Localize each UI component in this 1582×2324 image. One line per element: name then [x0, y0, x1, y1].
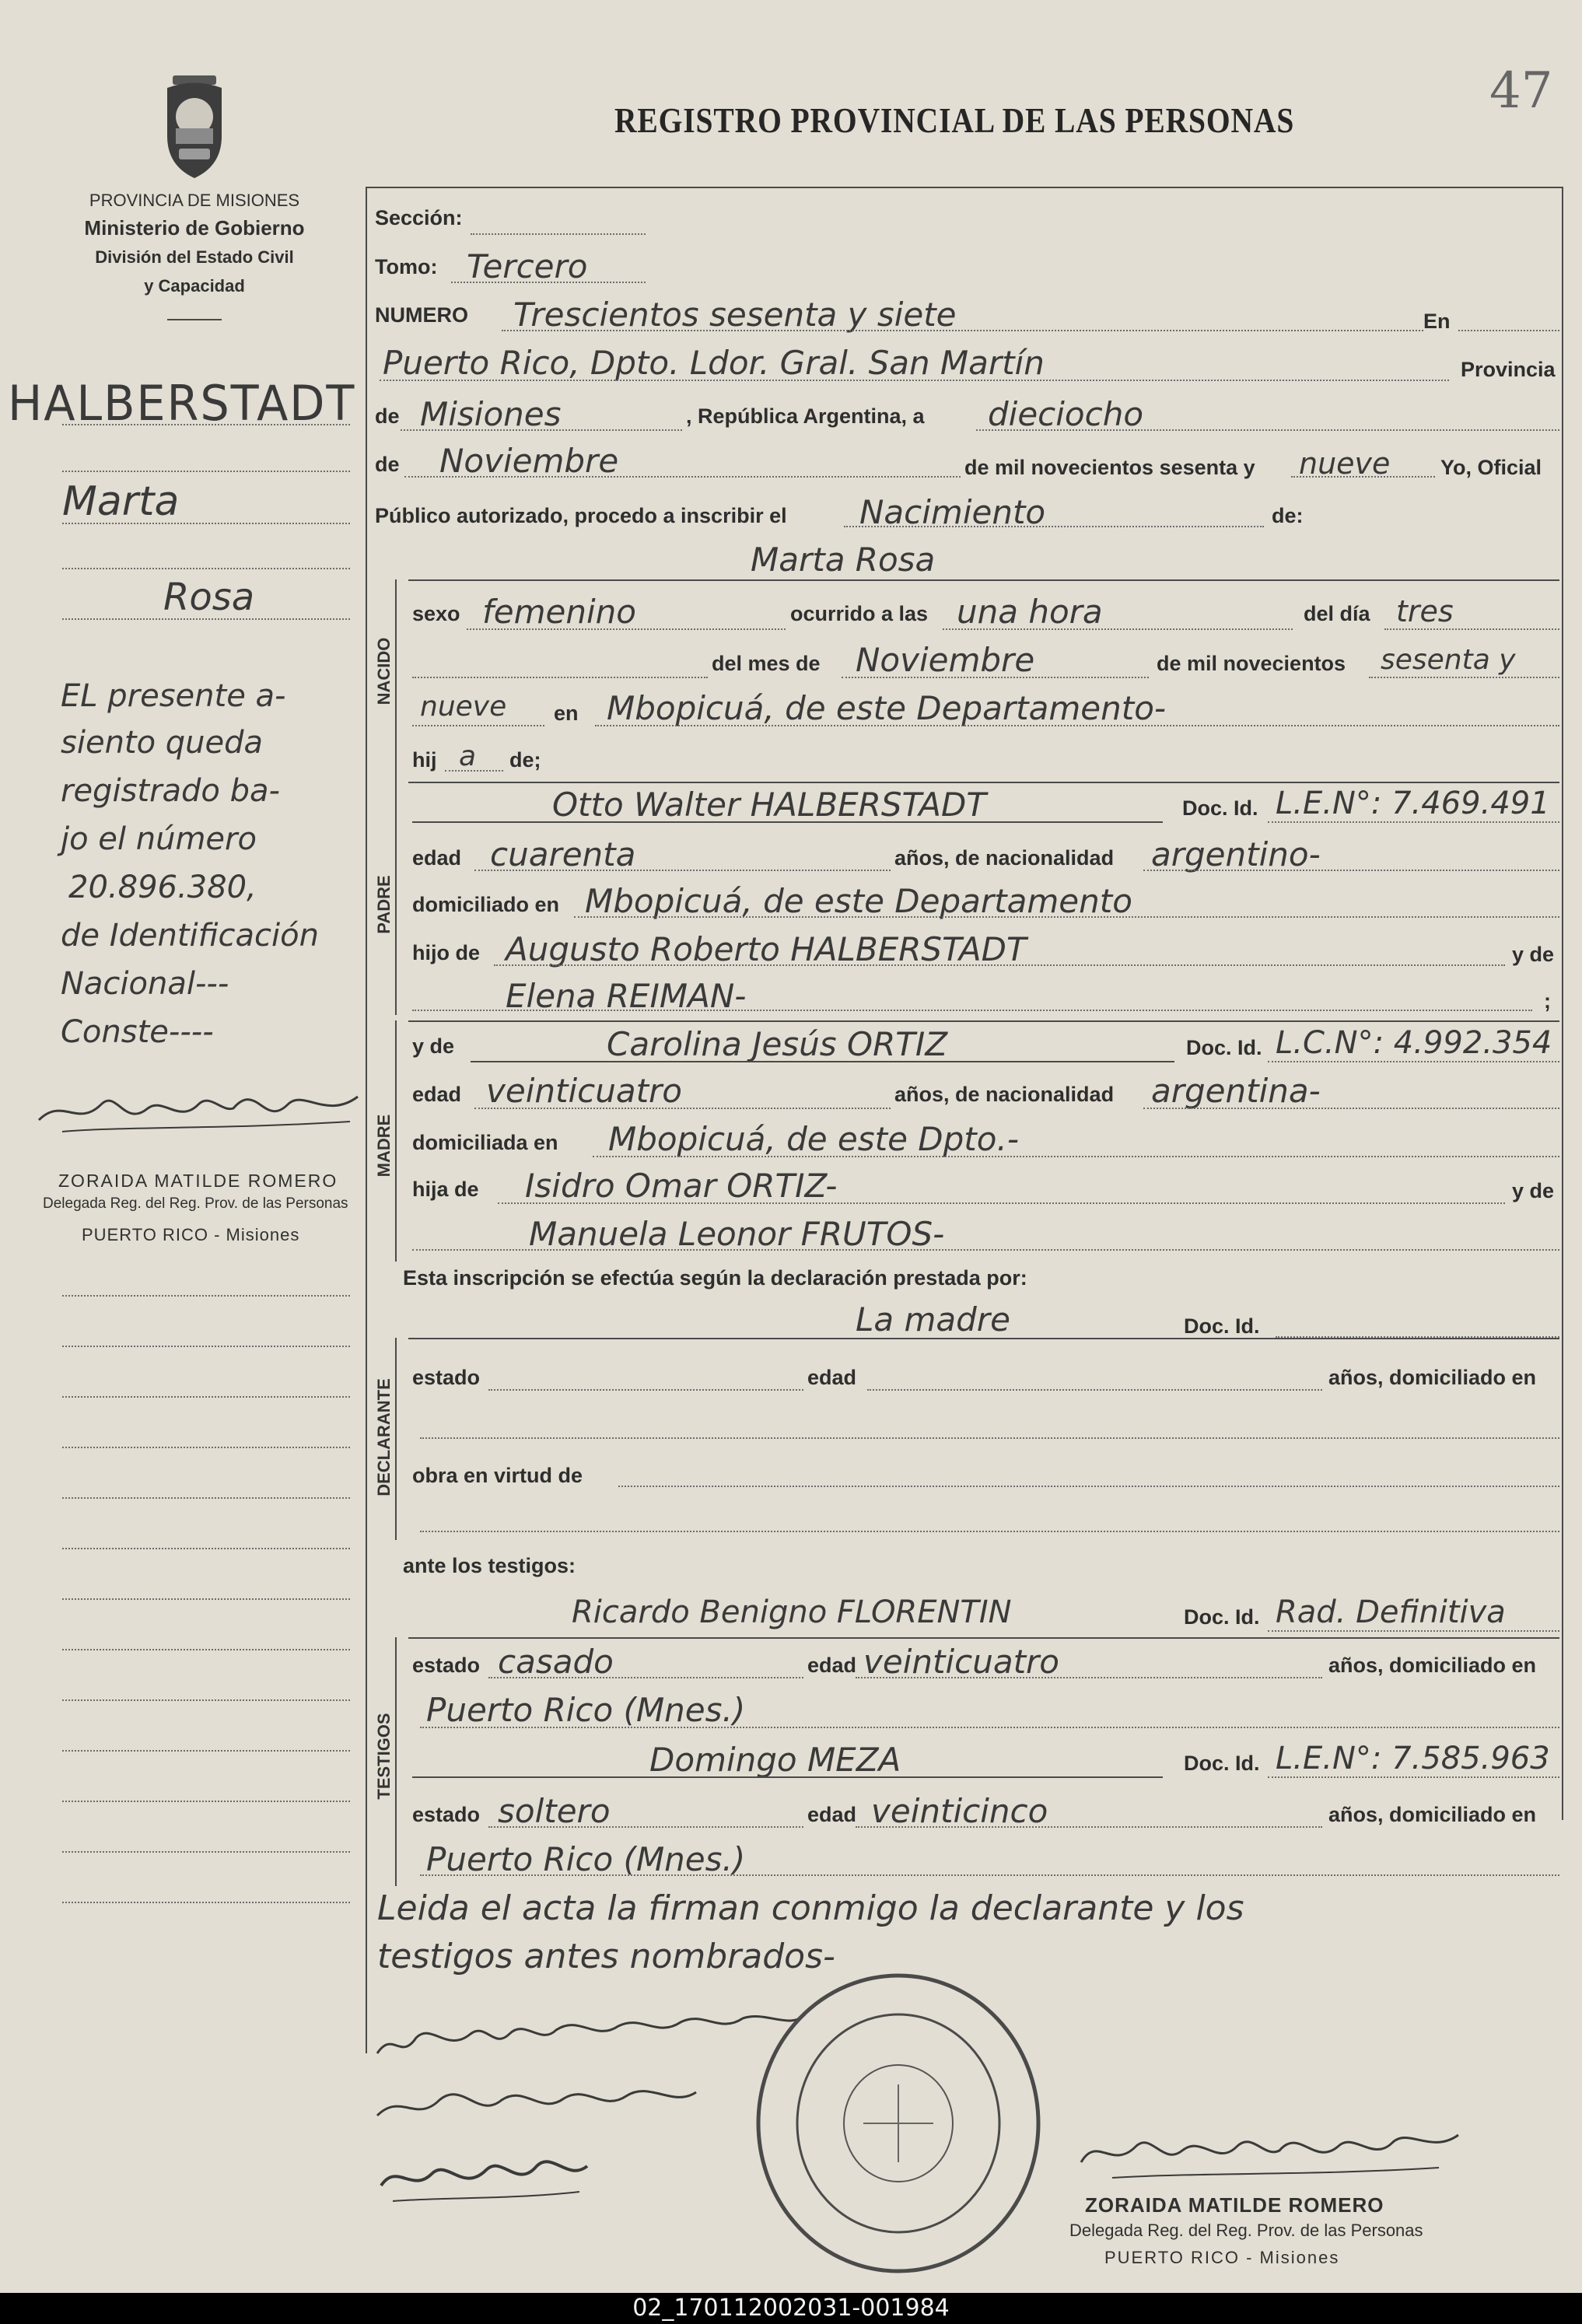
- publico-label: Público autorizado, procedo a inscribir el: [375, 504, 787, 527]
- inscripcion-label: Esta inscripción se efectúa según la declaración prestada por:: [403, 1266, 1027, 1290]
- dotted-line: [62, 1902, 350, 1903]
- yo-label: Yo, Oficial: [1440, 456, 1542, 479]
- numero-line: [502, 330, 1423, 331]
- seccion-line: [471, 233, 646, 235]
- acto-value: Nacimiento: [859, 493, 1046, 531]
- padre-top-rule: [408, 782, 1559, 783]
- office-line-1: PROVINCIA DE MISIONES: [89, 191, 300, 210]
- testigo2-edad-label: edad: [807, 1803, 857, 1826]
- right-border: [1562, 187, 1563, 1820]
- tomo-line: [451, 282, 646, 283]
- madre-top-rule: [408, 1020, 1559, 1022]
- mes-nac-line: [842, 677, 1149, 678]
- padre-bracket: [395, 782, 397, 1015]
- madre-doc-label: Doc. Id.: [1186, 1036, 1262, 1059]
- testigo1-edad-value: veinticuatro: [863, 1643, 1059, 1681]
- madre-edad-value: veinticuatro: [486, 1072, 682, 1110]
- testigos-section-label: TESTIGOS: [374, 1713, 394, 1800]
- sexo-value: femenino: [482, 593, 636, 631]
- acto-line: [844, 526, 1264, 527]
- official-role: Delegada Reg. del Reg. Prov. de las Personas: [1069, 2221, 1423, 2240]
- madre-edad-label: edad: [412, 1083, 462, 1106]
- anio-nac-value-1: sesenta y: [1381, 644, 1516, 676]
- padre-dom-value: Mbopicuá, de este Departamento: [585, 882, 1132, 920]
- delmes-pre-line: [412, 677, 708, 678]
- declarante-dom-line: [420, 1437, 1559, 1439]
- padre-dom-line: [574, 916, 1559, 918]
- delmes-label: del mes de: [712, 652, 821, 675]
- padre-edad-label: edad: [412, 846, 462, 870]
- madre-edad-line: [474, 1108, 891, 1109]
- testigo1-doc-label: Doc. Id.: [1184, 1605, 1260, 1629]
- nacido-section-label: NACIDO: [374, 637, 394, 705]
- madre-madre-line: [412, 1249, 1559, 1251]
- padre-yde-label: y de: [1512, 943, 1555, 966]
- office-line-3: División del Estado Civil: [95, 247, 294, 267]
- dotted-line: [62, 1548, 350, 1549]
- closing-line-1: Leida el acta la firman conmigo la declarante y los: [377, 1888, 1244, 1928]
- office-line-4: y Capacidad: [144, 276, 245, 296]
- padre-doc-label: Doc. Id.: [1182, 796, 1258, 820]
- hij-line: [445, 770, 503, 772]
- testigo1-estado-label: estado: [412, 1654, 481, 1677]
- margin-note-7: Nacional---: [61, 966, 229, 1002]
- madre-nombre-line: [471, 1061, 1174, 1062]
- dotted-line: [62, 1851, 350, 1853]
- testigo1-edad-label: edad: [807, 1654, 857, 1677]
- official-seal-icon: [747, 1968, 1050, 2279]
- official-name: ZORAIDA MATILDE ROMERO: [1085, 2193, 1384, 2217]
- testigo2-estado-value: soltero: [498, 1792, 611, 1830]
- page-title: REGISTRO PROVINCIAL DE LAS PERSONAS: [614, 100, 1295, 140]
- padre-nombre-line: [412, 821, 1163, 823]
- madre-dom-value: Mbopicuá, de este Dpto.-: [608, 1120, 1019, 1158]
- official-signature-icon: [1066, 2104, 1470, 2189]
- sexo-label: sexo: [412, 602, 460, 625]
- hij-label: hij: [412, 748, 437, 772]
- padre-edad-line: [474, 870, 891, 871]
- dotted-line: [62, 1750, 350, 1752]
- declarante-estado-line: [488, 1389, 803, 1391]
- lugar-line: [380, 380, 1449, 381]
- nacido-top-rule: [408, 579, 1559, 581]
- madre-nac-value: argentina-: [1151, 1072, 1321, 1110]
- dia-nac-line: [1384, 628, 1559, 630]
- padre-edad-value: cuarenta: [490, 835, 636, 873]
- coat-of-arms-icon: [156, 74, 233, 183]
- madre-bracket: [395, 1020, 397, 1262]
- dotted-line: [62, 424, 350, 425]
- declarante-edad-line: [867, 1389, 1322, 1391]
- mes-value: Noviembre: [439, 442, 619, 480]
- dotted-line: [62, 568, 350, 569]
- en-line: [1458, 330, 1559, 331]
- margin-stamp-name: ZORAIDA MATILDE ROMERO: [58, 1171, 338, 1191]
- declarante-edad-label: edad: [807, 1366, 857, 1389]
- republica-label: , República Argentina, a: [686, 404, 925, 428]
- nombre-value: Marta Rosa: [751, 541, 936, 579]
- hij-value: a: [459, 740, 477, 772]
- margin-signature-icon: [31, 1066, 366, 1143]
- declarante-anios-label: años, domiciliado en: [1328, 1366, 1537, 1389]
- testigo2-edad-value: veinticinco: [871, 1792, 1048, 1830]
- testigo1-nombre: Ricardo Benigno FLORENTIN: [572, 1594, 1012, 1630]
- en2-label: en: [554, 702, 579, 725]
- padre-madre-line: [412, 1010, 1532, 1011]
- declarante-bracket: [395, 1338, 397, 1540]
- testigo2-anios-label: años, domiciliado en: [1328, 1803, 1537, 1826]
- testigo1-edad-line: [856, 1677, 1322, 1678]
- dotted-line: [62, 1447, 350, 1448]
- obra-line: [618, 1486, 1559, 1487]
- madre-doc-line: [1268, 1061, 1559, 1062]
- testigo1-doc-line: [1268, 1630, 1559, 1632]
- nacido-bracket: [395, 579, 397, 782]
- margin-surname: HALBERSTADT: [8, 375, 356, 432]
- declarante-value: La madre: [856, 1300, 1010, 1339]
- madre-dom-line: [593, 1156, 1559, 1157]
- provincia-label: Provincia: [1461, 358, 1556, 381]
- office-divider: [167, 319, 222, 320]
- official-place: PUERTO RICO - Misiones: [1104, 2248, 1340, 2267]
- dia-value: dieciocho: [988, 395, 1144, 433]
- testigo2-doc-label: Doc. Id.: [1184, 1752, 1260, 1775]
- numero-value: Trescientos sesenta y siete: [513, 296, 957, 334]
- padre-nac-line: [1143, 870, 1559, 871]
- page-number: 47: [1489, 62, 1553, 120]
- hora-value: una hora: [957, 593, 1103, 631]
- testigos-top-rule: [408, 1637, 1559, 1639]
- anio-nac-line: [1369, 677, 1559, 678]
- margin-note-8: Conste----: [61, 1014, 214, 1050]
- testigo2-nombre-line: [412, 1776, 1163, 1778]
- tomo-label: Tomo:: [375, 255, 438, 278]
- tomo-value: Tercero: [467, 247, 588, 285]
- dotted-line: [62, 618, 350, 620]
- dia-nac-value: tres: [1396, 594, 1454, 628]
- sexo-line: [467, 628, 786, 630]
- margin-stamp-role: Delegada Reg. del Reg. Prov. de las Personas: [43, 1195, 348, 1212]
- lugar-value: Puerto Rico, Dpto. Ldor. Gral. San Martín: [383, 344, 1045, 382]
- margin-stamp-place: PUERTO RICO - Misiones: [82, 1225, 300, 1244]
- padre-nac-value: argentino-: [1151, 835, 1321, 873]
- testigo2-doc-line: [1268, 1776, 1559, 1778]
- testigo1-doc-value: Rad. Definitiva: [1276, 1594, 1506, 1630]
- mil-label: de mil novecientos sesenta y: [964, 456, 1255, 479]
- madre-dom-label: domiciliada en: [412, 1131, 558, 1154]
- madre-doc-value: L.C.N°: 4.992.354: [1276, 1025, 1552, 1061]
- declarante-doc-label: Doc. Id.: [1184, 1314, 1260, 1338]
- dotted-line: [62, 523, 350, 524]
- obra-label: obra en virtud de: [412, 1464, 583, 1487]
- margin-divider: [366, 187, 367, 2053]
- testigo2-doc-value: L.E.N°: 7.585.963: [1276, 1741, 1550, 1776]
- dotted-line: [62, 1699, 350, 1701]
- padre-dom-label: domiciliado en: [412, 893, 560, 916]
- margin-name-2: Rosa: [163, 576, 255, 619]
- deldia-label: del día: [1304, 602, 1370, 625]
- dotted-line: [62, 1396, 350, 1398]
- anio-nac-value-2: nueve: [420, 691, 507, 723]
- ante-label: ante los testigos:: [403, 1554, 576, 1577]
- provincia-value: Misiones: [420, 395, 562, 433]
- dotted-line: [62, 1497, 350, 1499]
- dotted-line: [62, 1649, 350, 1650]
- padre-anios-label: años, de nacionalidad: [894, 846, 1115, 870]
- madre-hijade-label: hija de: [412, 1178, 479, 1201]
- madre-anios-label: años, de nacionalidad: [894, 1083, 1115, 1106]
- padre-madre-value: Elena REIMAN-: [506, 977, 747, 1015]
- testigo2-estado-label: estado: [412, 1803, 481, 1826]
- dotted-line: [62, 1801, 350, 1802]
- padre-section-label: PADRE: [374, 875, 394, 934]
- mes-nac-value: Noviembre: [856, 641, 1035, 679]
- madre-nac-line: [1143, 1108, 1559, 1109]
- top-border: [366, 187, 1563, 188]
- padre-semicolon: ;: [1544, 989, 1551, 1013]
- mes-line: [404, 476, 961, 478]
- madre-section-label: MADRE: [374, 1114, 394, 1178]
- declarante-doc-line: [1276, 1336, 1559, 1338]
- seccion-label: Sección:: [375, 206, 463, 229]
- anio-value: nueve: [1299, 446, 1391, 481]
- padre-padre-line: [494, 964, 1505, 966]
- de4-label: de;: [509, 748, 541, 772]
- image-id-footer: 02_170112002031-001984: [0, 2293, 1582, 2324]
- en-label: En: [1423, 310, 1451, 333]
- madre-nombre: Carolina Jesús ORTIZ: [607, 1025, 948, 1063]
- margin-note-1: EL presente a-: [61, 678, 286, 714]
- milnov-label: de mil novecientos: [1157, 652, 1346, 675]
- closing-line-2: testigos antes nombrados-: [377, 1937, 835, 1976]
- padre-nombre: Otto Walter HALBERSTADT: [552, 786, 987, 824]
- testigo2-edad-line: [856, 1826, 1322, 1828]
- margin-note-3: registrado ba-: [61, 773, 280, 809]
- padre-padre-value: Augusto Roberto HALBERSTADT: [506, 930, 1027, 968]
- testigo2-dom-value: Puerto Rico (Mnes.): [426, 1840, 746, 1878]
- provincia-line: [401, 429, 682, 431]
- testigo1-dom-value: Puerto Rico (Mnes.): [426, 1691, 746, 1729]
- dotted-line: [62, 1295, 350, 1297]
- numero-label: NUMERO: [375, 303, 468, 327]
- lugar-nac-value: Mbopicuá, de este Departamento-: [607, 689, 1167, 727]
- dotted-line: [62, 1598, 350, 1600]
- margin-note-2: siento queda: [61, 725, 264, 761]
- de3-label: de:: [1272, 504, 1304, 527]
- anio-nac-2-line: [412, 725, 544, 726]
- testigo2-dom-line: [420, 1874, 1559, 1876]
- hora-line: [943, 628, 1293, 630]
- margin-note-4: jo el número: [61, 821, 257, 857]
- testigo1-estado-line: [488, 1677, 803, 1678]
- padre-hijode-label: hijo de: [412, 941, 480, 964]
- declarante-estado-label: estado: [412, 1366, 481, 1389]
- testigo2-estado-line: [488, 1826, 803, 1828]
- de2-label: de: [375, 453, 400, 476]
- testigo1-anios-label: años, domiciliado en: [1328, 1654, 1537, 1677]
- madre-madre-value: Manuela Leonor FRUTOS-: [529, 1215, 945, 1253]
- padre-doc-line: [1268, 821, 1559, 823]
- declarante-section-label: DECLARANTE: [374, 1378, 394, 1496]
- padre-doc-value: L.E.N°: 7.469.491: [1276, 786, 1550, 821]
- testigo1-estado-value: casado: [498, 1643, 614, 1681]
- office-line-2: Ministerio de Gobierno: [84, 216, 305, 240]
- dotted-line: [62, 1346, 350, 1347]
- madre-yde-label: y de: [1512, 1179, 1555, 1202]
- madre-padre-line: [498, 1202, 1505, 1204]
- obra-line-2: [420, 1531, 1559, 1532]
- madre-padre-value: Isidro Omar ORTIZ-: [525, 1167, 838, 1205]
- margin-note-5: 20.896.380,: [68, 870, 257, 905]
- lugar-nac-line: [595, 725, 1559, 726]
- madre-yde-label: y de: [412, 1034, 455, 1058]
- dotted-line: [62, 471, 350, 472]
- anio-line: [1291, 476, 1435, 478]
- testigos-bracket: [395, 1637, 397, 1886]
- ocurrido-label: ocurrido a las: [790, 602, 929, 625]
- testigo2-nombre: Domingo MEZA: [649, 1741, 901, 1779]
- dia-line: [976, 429, 1559, 431]
- margin-name-1: Marta: [62, 478, 180, 525]
- testigo1-dom-line: [420, 1727, 1559, 1728]
- margin-note-6: de Identificación: [61, 918, 319, 954]
- de-label: de: [375, 404, 400, 428]
